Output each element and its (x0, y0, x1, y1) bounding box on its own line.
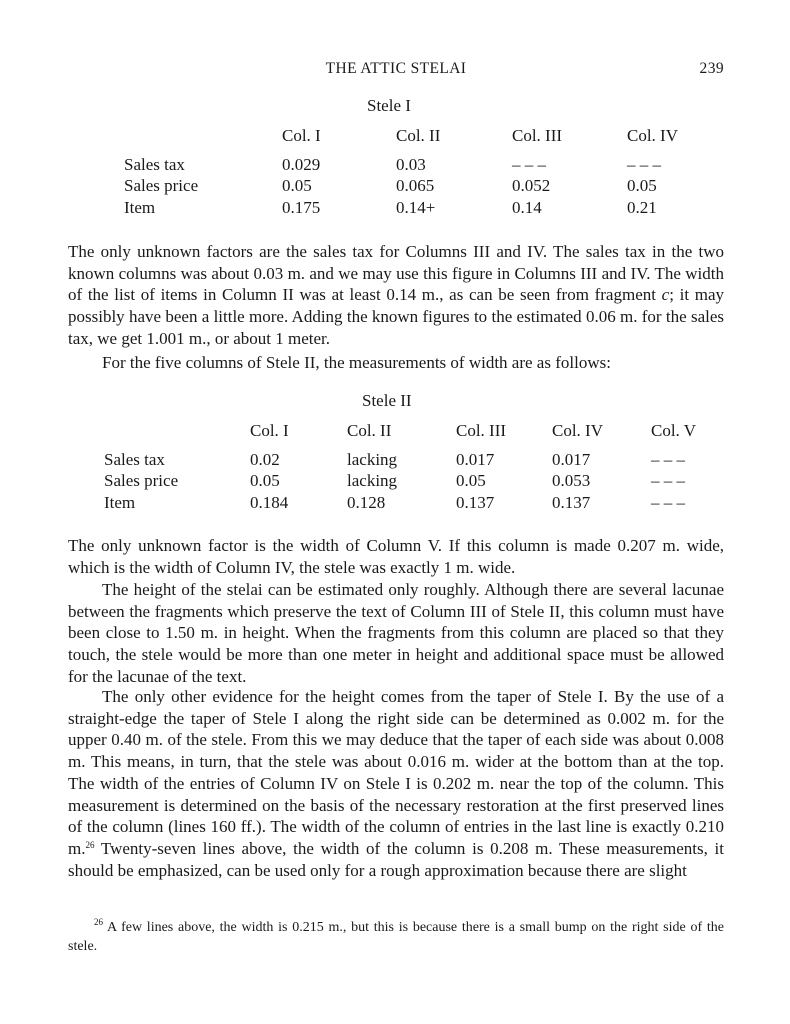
body-paragraph (68, 686, 724, 881)
stele-ii-table (104, 421, 711, 514)
table-cell: – – – (651, 471, 685, 491)
table-caption-stele-i: Stele I (367, 96, 411, 115)
row-label: Sales price (104, 471, 179, 491)
body-paragraph (68, 241, 724, 350)
table-cell: – – – (651, 449, 685, 469)
row-label-header (104, 421, 250, 449)
column-header: Col. II (347, 421, 392, 440)
table-cell: 0.175 (282, 197, 321, 217)
table-cell: 0.05 (250, 471, 280, 491)
table-row (124, 176, 687, 198)
table-cell: 0.137 (456, 492, 495, 512)
body-paragraph (68, 352, 724, 374)
table-cell: 0.128 (347, 492, 386, 512)
running-title: THE ATTIC STELAI (325, 60, 467, 77)
table-caption-stele-ii: Stele II (362, 391, 412, 410)
paragraph-text: For the five columns of Stele II, the measurements of width are as follows: (102, 353, 611, 372)
column-header: Col. I (250, 421, 289, 440)
column-header: Col. III (456, 421, 507, 440)
footnote-number: 26 (94, 917, 103, 927)
column-header: Col. III (512, 126, 563, 145)
stele-i-table (124, 126, 687, 219)
paragraph-text: The only unknown factors are the sales tax for Columns III and IV. The sales tax in the two known columns was about 0.03 m. and we may use this figure in Columns III and IV. The width of the list of items in Column II was at least 0.14 m., as can be seen from fragment (68, 242, 724, 305)
table-cell: 0.05 (456, 471, 486, 491)
footnote (68, 918, 724, 956)
table-cell: 0.017 (456, 449, 495, 469)
table-cell: lacking (347, 471, 398, 491)
table-cell: 0.03 (396, 154, 426, 174)
running-head (68, 60, 724, 82)
row-label-header (124, 126, 282, 154)
fragment-letter: c (661, 285, 670, 305)
table-row (104, 492, 711, 514)
paragraph-text: The only other evidence for the height comes from the taper of Stele I. By the use of a straight-edge the taper of Stele I along the right side can be determined as 0.002 m. for the upper 0.40 m. of the stele. From this we may deduce that the taper of each side was about 0.008 m. This means, in turn, that the stele was about 0.016 m. wider at the bottom than at the top. The width of the entries of Column IV on Stele I is 0.202 m. near the top of the column. This measurement is determined on the basis of the necessary restoration at the first preserved lines of the column (lines 160 ff.). The width of the column of entries in the last line is exactly 0.210 m. (68, 687, 724, 858)
body-paragraph (68, 579, 724, 688)
body-paragraph (68, 535, 724, 578)
column-header: Col. II (396, 126, 441, 145)
table-cell: 0.14+ (396, 197, 436, 217)
column-header: Col. I (282, 126, 321, 145)
table-cell: 0.137 (552, 492, 591, 512)
page-number: 239 (699, 60, 724, 77)
row-label: Item (104, 492, 136, 512)
table-cell: 0.184 (250, 492, 289, 512)
table-header-row (124, 126, 687, 154)
table-cell: 0.053 (552, 471, 591, 491)
footnote-text: A few lines above, the width is 0.215 m., but this is because there is a small bump on the right side of the stele. (68, 920, 724, 954)
table-cell: 0.065 (396, 176, 435, 196)
table-cell: 0.21 (627, 197, 657, 217)
table-row (124, 197, 687, 219)
row-label: Sales tax (104, 449, 165, 469)
table-cell: 0.14 (512, 197, 542, 217)
table-row (104, 449, 711, 471)
paragraph-text: The height of the stelai can be estimated only roughly. Although there are several lacunae between the fragments which preserve the text of Column III of Stele II, this column must have been close to 1.50 m. in height. When the fragments from this column are placed so that they touch, the stele would be more than one meter in height and additional space must be allowed for the lacunae of the text. (68, 580, 724, 686)
column-header: Col. IV (552, 421, 603, 440)
footnote-reference[interactable]: 26 (85, 839, 95, 850)
table-cell: 0.029 (282, 154, 321, 174)
table-row (104, 471, 711, 493)
table-cell: – – – (512, 154, 546, 174)
table-row (124, 154, 687, 176)
table-cell: 0.05 (627, 176, 657, 196)
table-cell: – – – (627, 154, 661, 174)
table-cell: 0.052 (512, 176, 551, 196)
table-cell: 0.02 (250, 449, 280, 469)
table-cell: – – – (651, 492, 685, 512)
row-label: Item (124, 197, 156, 217)
table-cell: lacking (347, 449, 398, 469)
paragraph-text: The only unknown factor is the width of Column V. If this column is made 0.207 m. wide, which is the width of Column IV, the stele was exactly 1 m. wide. (68, 536, 724, 577)
table-header-row (104, 421, 711, 449)
row-label: Sales price (124, 176, 199, 196)
column-header: Col. V (651, 421, 697, 440)
column-header: Col. IV (627, 126, 678, 145)
row-label: Sales tax (124, 154, 185, 174)
paragraph-text: ; it may possibly have been a little more. Adding the known figures to the estimated 0.06 m. for the sales tax, we get 1.001 m., or about 1 meter. (68, 285, 724, 348)
table-cell: 0.05 (282, 176, 312, 196)
table-cell: 0.017 (552, 449, 591, 469)
paragraph-text: Twenty-seven lines above, the width of the column is 0.208 m. These measurements, it should be emphasized, can be used only for a rough approximation because there are slight (68, 838, 724, 880)
